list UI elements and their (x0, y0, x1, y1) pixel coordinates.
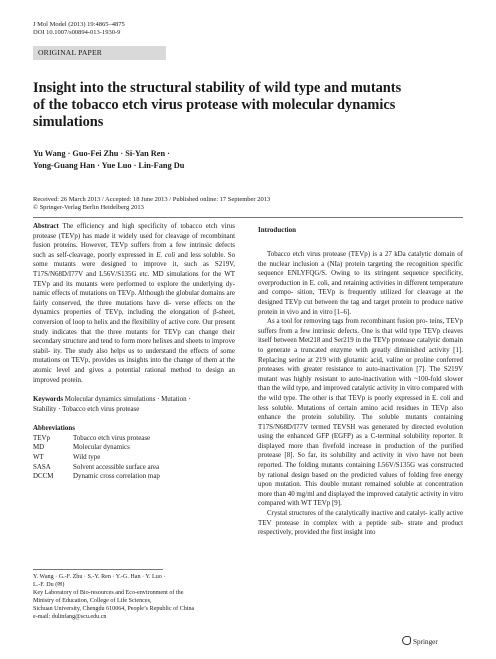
author-email[interactable]: e-mail: dulinfang@scu.edu.cn (33, 614, 107, 620)
publication-dates (33, 196, 270, 212)
journal-volume: J Mol Model (2013) 19:4865–4875 (33, 21, 125, 28)
title-line: Insight into the structural stability of wild type and mutants (33, 80, 402, 96)
introduction-heading: Introduction (258, 226, 296, 234)
table-row (33, 434, 160, 444)
author-line: Yu Wang · Guo-Fei Zhu · Si-Yan Ren · (33, 149, 170, 158)
table-row (33, 453, 160, 463)
abbreviations-heading: Abbreviations (33, 424, 75, 433)
table-row (33, 472, 160, 482)
abbr-term: DCCM (33, 472, 54, 481)
publisher-logo (402, 636, 438, 647)
abstract-label: Abstract (33, 222, 59, 230)
article-type-banner: ORIGINAL PAPER (33, 46, 166, 60)
table-row (33, 443, 160, 453)
abbr-expansion: Solvent accessible surface area (73, 462, 160, 471)
author-line: Yong-Guang Han · Yue Luo · Lin-Fang Du (33, 161, 185, 170)
intro-paragraph: Crystal structures of the catalytically inactive and catalyt- ically active TEV protease in complex with a peptide sub- strate and product respectively, provided the first insight into (258, 509, 464, 537)
right-column (258, 250, 463, 538)
history-dates: Received: 26 March 2013 / Accepted: 18 June 2013 / Published online: 17 September 2013 (33, 196, 271, 203)
title-line: simulations (33, 114, 104, 130)
abbr-expansion: Dynamic cross correlation map (73, 472, 160, 481)
table-row (33, 463, 160, 473)
author-list (33, 148, 184, 172)
left-column (33, 222, 235, 482)
author-affiliation: Y. Wang · G.-F. Zhu · S.-Y. Ren · Y.-G. Han · Y. Luo · L.-F. Du (✉) Key Laboratory of Bio-resources and Eco-environment of the Ministry of Education, College of Life Sciences, Sichuan University, Chengdu 610064, People’s Republic of China e-mail: dulinfang@scu.edu.cn (33, 573, 238, 621)
publisher-name: Springer (413, 638, 438, 646)
copyright-line: © Springer-Verlag Berlin Heidelberg 2013 (33, 204, 144, 211)
keywords-label: Keywords (33, 395, 64, 404)
abbr-expansion: Molecular dynamics (73, 443, 130, 452)
abbr-term: SASA (33, 462, 51, 471)
journal-doi: DOI 10.1007/s00894-013-1930-9 (33, 29, 121, 36)
abbr-term: TEVp (33, 433, 50, 442)
intro-paragraph: As a tool for removing tags from recombinant fusion pro- teins, TEVp suffers from a few intrinsic defects. One is that wild type TEVp cleaves itself between Met218 and Ser219 in the TEVp protease catalytic domain to generate a truncated enzyme with greatly diminished activity [1]. Replacing serine at 219 with glutamic acid, valine or proline conferred proteases with greater resistance to auto-inactivation [7]. The S219V mutant was highly resistant to auto-inactivation with ~100-fold slower than the wild type, and improved catalytic activity in vitro compared with the wild type. The other is that TEVp is poorly expressed in E. coli and less soluble. Mutations of certain amino acid residues in TEVp also enhance the protein solubility. The soluble mutants containing T17S/N68D/I77V termed TEVSH was generated by directed evolution using the enhanced GFP (EGFP) as a C-terminal solubility reporter. It displayed more than fivefold increase in production of the purified protease [8]. So far, its solubility and activity in vivo have not been reported. The folding mutants containing L56V/S135G was constructed by rational design based on the predicted values of folding free energy upon mutation. This double mutant remained soluble at concentration more than 40 mg/ml and displayed the improved catalytic activity in vitro compared with WT TEVp [9]. (258, 317, 464, 508)
abbr-expansion: Wild type (73, 453, 101, 462)
affiliation-divider (33, 569, 163, 570)
title-line: of the tobacco etch virus protease with molecular dynamics (33, 97, 396, 113)
journal-citation (33, 21, 125, 37)
header-divider (33, 217, 463, 218)
intro-paragraph: Tobacco etch virus protease (TEVp) is a 27 kDa catalytic domain of the nuclear inclusion a (NIa) protein targeting the recognition specific sequence ENLYFQG/S. Owing to its stringent sequence specificity, overproduction in E. coli, and retaining activities in different temperature and compo- sition, TEVp is frequently utilized for cleavage at the designed TEVp cut between the tag and target protein to produce native protein in vivo and in vitro [1–6]. (258, 250, 464, 316)
abbr-expansion: Tobacco etch virus protease (73, 433, 151, 442)
abbreviations-table (33, 434, 160, 482)
springer-horse-icon (402, 636, 411, 645)
paper-title (33, 80, 465, 131)
abstract: Abstract The efficiency and high specificity of tobacco etch virus protease (TEVp) has made it widely used for cleavage of recombinant fusion proteins. However, TEVp suffers from a few intrinsic defects such as self-cleavage, poorly expressed in E. coli and less soluble. So some mutants were designed to improve it, such as S219V, T17S/N68D/I77V and L56V/S135G etc. MD simulations for the WT TEVp and its mutants were performed to explore the underlying dy- namic effects of mutations on TEVp. Although the globular domains are fairly conserved, the three mutations have di- verse effects on the dynamics properties of TEVp, including the elongation of β-sheet, conversion of loop to helix and the flexibility of active core. Our present study indicates that the three mutants for TEVp can change their secondary structure and tend to form more helixes and sheets to improve stabil- ity. The study also helps us to understand the effects of some mutations on TEVp, provides us insights into the change of them at the atomic level and gives a potential rational method to design an improved protein. (33, 222, 236, 384)
abbr-term: MD (33, 443, 45, 452)
abbr-term: WT (33, 453, 44, 462)
keywords: Keywords Molecular dynamics simulations · Mutation · Stability · Tobacco etch virus protease (33, 395, 191, 413)
